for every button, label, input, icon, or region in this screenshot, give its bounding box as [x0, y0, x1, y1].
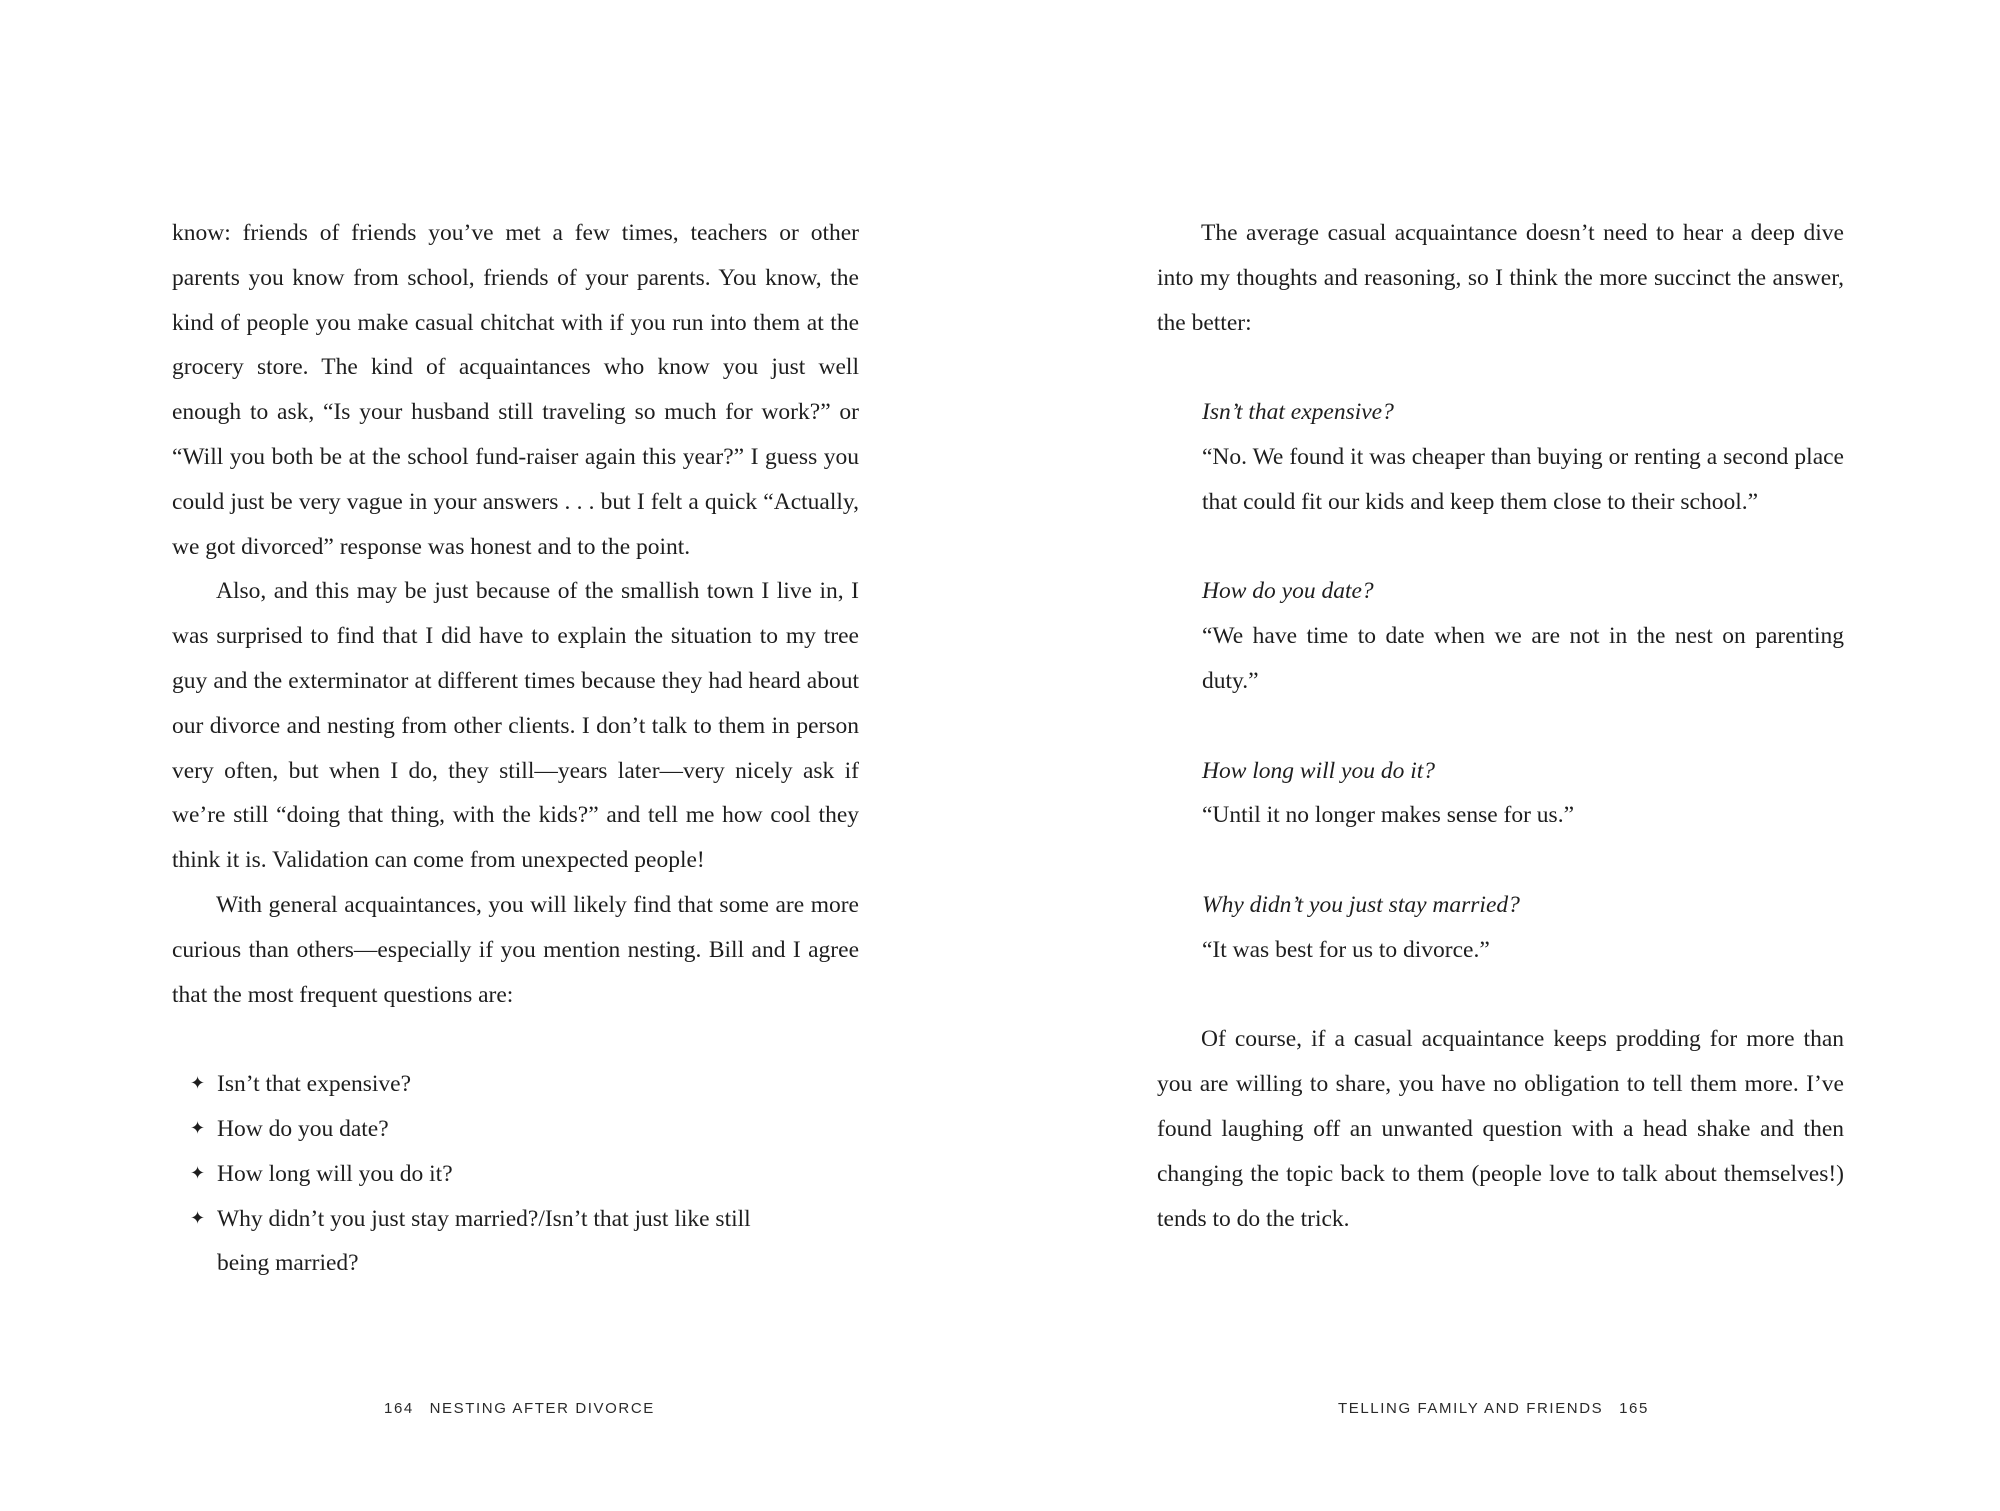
qa-answer: “Until it no longer makes sense for us.” — [1202, 802, 1574, 829]
left-body-text — [172, 211, 859, 1286]
list-item-text: How do you date? — [217, 1115, 389, 1142]
qa-item — [1202, 749, 1844, 839]
page-number: 164 — [384, 1400, 414, 1417]
right-page — [1000, 0, 2000, 1511]
qa-answer: “We have time to date when we are not in the nest on parenting duty.” — [1202, 623, 1844, 694]
qa-question: How long will you do it? — [1202, 757, 1436, 784]
qa-answer: “No. We found it was cheaper than buying or renting a second place that could fit our kids and keep them close to their school.” — [1202, 443, 1844, 515]
qa-question: Why didn’t you just stay married? — [1202, 891, 1520, 918]
list-item — [190, 1152, 859, 1197]
four-point-star-icon: ✦ — [190, 1117, 206, 1139]
four-point-star-icon: ✦ — [190, 1162, 206, 1184]
four-point-star-icon: ✦ — [190, 1073, 206, 1095]
qa-item — [1202, 390, 1844, 524]
paragraph: know: friends of friends you’ve met a few times, teachers or other parents you know from school, friends of your parents. You know, the kind of people you make casual chitchat with if you run into them at the grocery store. The kind of acquaintances who know you just well enough to ask, “Is your husband still traveling so much for work?” or “Will you both be at the school fund-raiser again this year?” I guess you could just be very vague in your answers . . . but I felt a quick “Actually, we got divorced” response was honest and to the point. — [172, 220, 859, 560]
list-item-text: Isn’t that expensive? — [217, 1071, 412, 1098]
closing-paragraph: Of course, if a casual acquaintance keeps prodding for more than you are willing to share, you have no obligation to tell them more. I’ve found laughing off an unwanted question with a head shake and then changing the topic back to them (people love to talk about themselves!) tends to do the trick. — [1157, 1026, 1844, 1232]
paragraph: Also, and this may be just because of the smallish town I live in, I was surprised to find that I did have to explain the situation to my tree guy and the exterminator at different times because they had heard about our divorce and nesting from other clients. I don’t talk to them in person very often, but when I do, they still—years later—very nicely ask if we’re still “doing that thing, with the kids?” and tell me how cool they think it is. Validation can come from unexpected people! — [172, 578, 859, 874]
page-number: 165 — [1619, 1400, 1649, 1417]
qa-section — [1157, 390, 1844, 972]
paragraph: With general acquaintances, you will likely find that some are more curious than others—especially if you mention nesting. Bill and I agree that the most frequent questions are: — [172, 891, 859, 1008]
right-body-text — [1157, 211, 1844, 1241]
qa-answer: “It was best for us to divorce.” — [1202, 936, 1490, 963]
intro-paragraph: The average casual acquaintance doesn’t need to hear a deep dive into my thoughts and reasoning, so I think the more succinct the answer, the better: — [1157, 220, 1844, 336]
right-page-footer — [1338, 1400, 1659, 1417]
list-item — [190, 1107, 859, 1152]
question-list — [172, 1062, 859, 1286]
list-item-text: Why didn’t you just stay married?/Isn’t that just like still being married? — [217, 1205, 751, 1277]
qa-question: Isn’t that expensive? — [1202, 399, 1394, 426]
four-point-star-icon: ✦ — [190, 1207, 206, 1229]
list-item — [190, 1062, 859, 1107]
qa-question: How do you date? — [1202, 578, 1374, 605]
left-page-footer — [374, 1400, 655, 1417]
list-item — [190, 1197, 859, 1287]
qa-item — [1202, 883, 1844, 973]
qa-item — [1202, 569, 1844, 703]
list-item-text: How long will you do it? — [217, 1160, 453, 1187]
running-head: TELLING FAMILY AND FRIENDS — [1338, 1400, 1604, 1417]
running-head: NESTING AFTER DIVORCE — [429, 1400, 655, 1417]
